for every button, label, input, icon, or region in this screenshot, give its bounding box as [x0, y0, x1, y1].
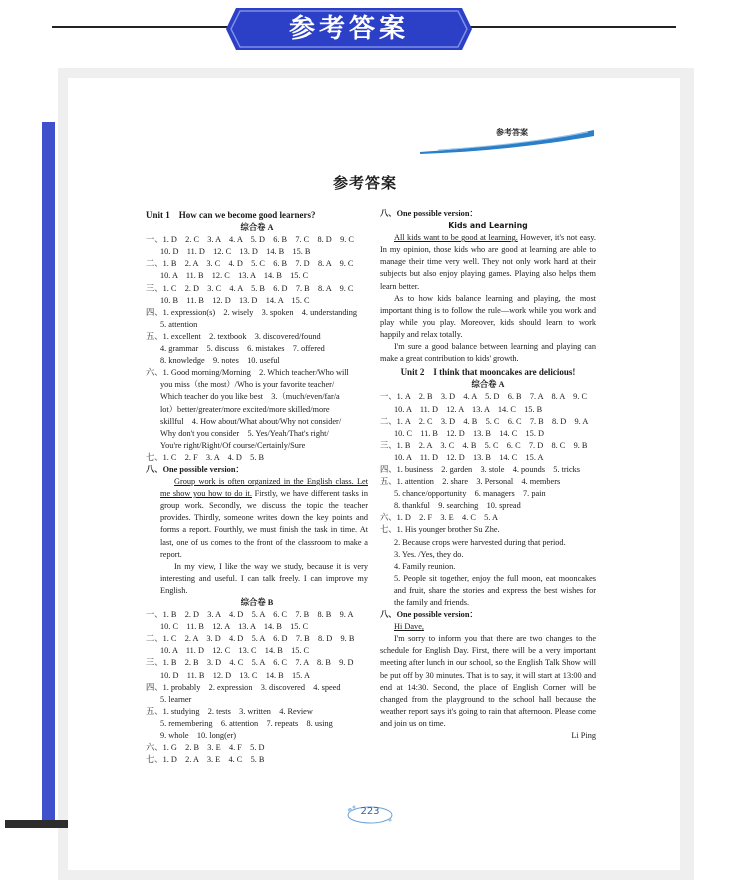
banner-rule-left	[52, 26, 230, 28]
answer-line: 四、1. business 2. garden 3. stole 4. pounds 5. tricks	[380, 464, 581, 474]
banner-title: 参考答案	[288, 14, 409, 44]
answer-paragraph: 5. People sit together, enjoy the full moon, eat mooncakes and fruit, share the stories and express the best wishes for the family and friends.	[394, 573, 596, 607]
essay-label: 八、One possible version：	[380, 209, 478, 218]
answer-line: 一、1. B 2. D 3. A 4. D 5. A 6. C 7. B 8. B 9. A	[146, 610, 354, 620]
answer-line: 六、1. Good morning/Morning 2. Which teacher/Who will	[146, 368, 349, 378]
answer-line: 一、1. D 2. C 3. A 4. A 5. D 6. B 7. C 8. D 9. C	[146, 235, 354, 245]
right-column	[380, 208, 596, 742]
essay-paragraph: I'm sure a good balance between learning and playing can make a great contribution to kids' growth.	[380, 342, 596, 364]
answer-line: 5. chance/opportunity 6. managers 7. pain	[394, 489, 546, 499]
letter-signature: Li Ping	[571, 731, 596, 741]
unit2-test-a-label: 综合卷 A	[471, 380, 505, 390]
essay-paragraph: In my view, I like the way we study, because it is very interesting and useful. I can talk freely. I can improve my English.	[160, 561, 368, 595]
answer-line: lot）better/greater/more excited/more skilled/more	[160, 404, 330, 414]
answer-line: 一、1. A 2. B 3. D 4. A 5. D 6. B 7. A 8. A 9. C	[380, 392, 587, 402]
answer-line: 七、1. His younger brother Su Zhe.	[380, 525, 500, 535]
answer-line: you miss（the most）/Who is your favorite teacher/	[160, 380, 335, 390]
essay-label: 八、One possible version：	[146, 464, 244, 474]
answer-line: 五、1. attention 2. share 3. Personal 4. members	[380, 477, 561, 487]
answer-line: 二、1. B 2. A 3. C 4. D 5. C 6. B 7. D 8. A 9. C	[146, 259, 354, 269]
letter-greeting: Hi Dave,	[394, 622, 424, 632]
unit1-heading: Unit 1 How can we become good learners?	[146, 210, 316, 220]
essay-underlined-sentence: All kids want to be good at learning.	[394, 233, 518, 243]
unit1-test-a-label: 综合卷 A	[240, 223, 274, 233]
answer-line: 四、1. expression(s) 2. wisely 3. spoken 4. understanding	[146, 307, 358, 317]
banner-rule-right	[468, 26, 676, 28]
left-column	[146, 208, 368, 766]
answer-line: 5. attention	[160, 319, 198, 329]
left-accent-bar	[42, 122, 55, 828]
essay-underlined-sentence: Group work is often organized in the English class. Let me show you how to do it.	[160, 477, 368, 499]
answer-line: 三、1. B 2. A 3. C 4. B 5. C 6. C 7. D 8. C 9. B	[380, 440, 588, 450]
answer-line: 六、1. G 2. B 3. E 4. F 5. D	[146, 743, 265, 753]
left-accent-foot	[5, 820, 73, 828]
answer-line: You're right/Right/Of course/Certainly/Sure	[160, 440, 306, 450]
answer-line: 四、1. probably 2. expression 3. discovered 4. speed	[146, 682, 341, 692]
essay-text: Firstly, we have different tasks in group work. Secondly, we discuss the topic the teacher provides. Thirdly, someone writes down the key points and forms a report. Fourthly, we must finish the task in time. At last, one of us comes to the front of the classroom to make a report.	[160, 489, 368, 559]
answer-line: 五、1. excellent 2. textbook 3. discovered/found	[146, 331, 321, 341]
unit1-test-b-label: 综合卷 B	[240, 598, 274, 607]
answer-line: 10. B 11. B 12. D 13. D 14. A 15. C	[160, 295, 310, 305]
answer-line: 五、1. studying 2. tests 3. written 4. Review	[146, 706, 313, 716]
answer-line: 二、1. C 2. A 3. D 4. D 5. A 6. D 7. B 8. D 9. B	[146, 634, 355, 644]
answer-line: 三、1. C 2. D 3. C 4. A 5. B 6. D 7. B 8. A 9. C	[146, 283, 354, 293]
answer-line: 10. A 11. D 12. D 13. B 14. C 15. A	[394, 452, 544, 462]
answer-line: 3. Yes. /Yes, they do.	[394, 549, 464, 559]
answer-line: 5. learner	[160, 694, 192, 704]
answer-line: skillful 4. How about/What about/Why not consider/	[160, 416, 342, 426]
answer-line: Why don't you consider 5. Yes/Yeah/That's right/	[160, 428, 329, 438]
answer-line: 三、1. B 2. B 3. D 4. C 5. A 6. C 7. A 8. B 9. D	[146, 658, 354, 668]
answer-line: 2. Because crops were harvested during that period.	[394, 537, 566, 547]
answer-line: 9. whole 10. long(er)	[160, 731, 237, 741]
answer-line: 10. A 11. D 12. A 13. A 14. C 15. B	[394, 404, 543, 414]
answer-line: 8. thankful 9. searching 10. spread	[394, 501, 521, 511]
essay-paragraph	[146, 476, 368, 561]
answer-line: 4. Family reunion.	[394, 561, 456, 571]
page-number: 223	[360, 806, 380, 817]
letter-label: 八、One possible version：	[380, 610, 478, 620]
answer-line: 4. grammar 5. discuss 6. mistakes 7. offered	[160, 344, 325, 354]
answer-line: 10. D 11. D 12. C 13. D 14. B 15. B	[160, 247, 311, 257]
answer-line: 8. knowledge 9. notes 10. useful	[160, 356, 280, 366]
answer-line: 10. D 11. B 12. D 13. C 14. B 15. A	[160, 670, 310, 680]
essay-paragraph	[380, 232, 596, 292]
page-title: 参考答案	[332, 174, 397, 192]
unit2-heading: Unit 2 I think that mooncakes are delicious!	[400, 367, 576, 378]
essay-text: However, it's not easy. In my opinion, those kids who are good at learning are able to manage their time very well. They not only work hard at their subjects but also enjoy playing games. Playing also helps them learn better.	[380, 233, 596, 291]
answer-line: 5. remembering 6. attention 7. repeats 8. using	[160, 718, 333, 728]
answer-line: Which teacher do you like best 3.（much/even/far/a	[160, 392, 340, 402]
essay-title: Kids and Learning	[448, 221, 528, 231]
letter-body: I'm sorry to inform you that there are two changes to the schedule for English Day. First, there will be a very important meeting after lunch in our school, so the English Talk Show will be put off by 30 minutes. That is to say, it will start at 13:00 and end at 14:30. Second, the place of English Corner will be changed from the playground to the school hall because the weather report says it's going to rain that afternoon. Please come and join us on time.	[380, 634, 596, 728]
answer-line: 10. A 11. D 12. C 13. C 14. B 15. C	[160, 646, 310, 656]
essay-paragraph: As to how kids balance learning and playing, the most important thing is to follow the rule—work while you work and play while you play. Moreover, kids should learn to work happily and relax totally.	[380, 293, 596, 339]
answer-line: 二、1. A 2. C 3. D 4. B 5. C 6. C 7. B 8. D 9. A	[380, 416, 589, 426]
answer-line: 10. A 11. B 12. C 13. A 14. B 15. C	[160, 271, 309, 281]
answer-line: 10. C 11. B 12. A 13. A 14. B 15. C	[160, 622, 309, 632]
header-label: 参考答案	[496, 128, 528, 137]
answer-line: 10. C 11. B 12. D 13. B 14. C 15. D	[394, 428, 544, 438]
answer-line: 七、1. D 2. A 3. E 4. C 5. B	[146, 755, 265, 765]
answer-line: 六、1. D 2. F 3. E 4. C 5. A	[380, 513, 499, 523]
answer-line: 七、1. C 2. F 3. A 4. D 5. B	[146, 452, 265, 462]
